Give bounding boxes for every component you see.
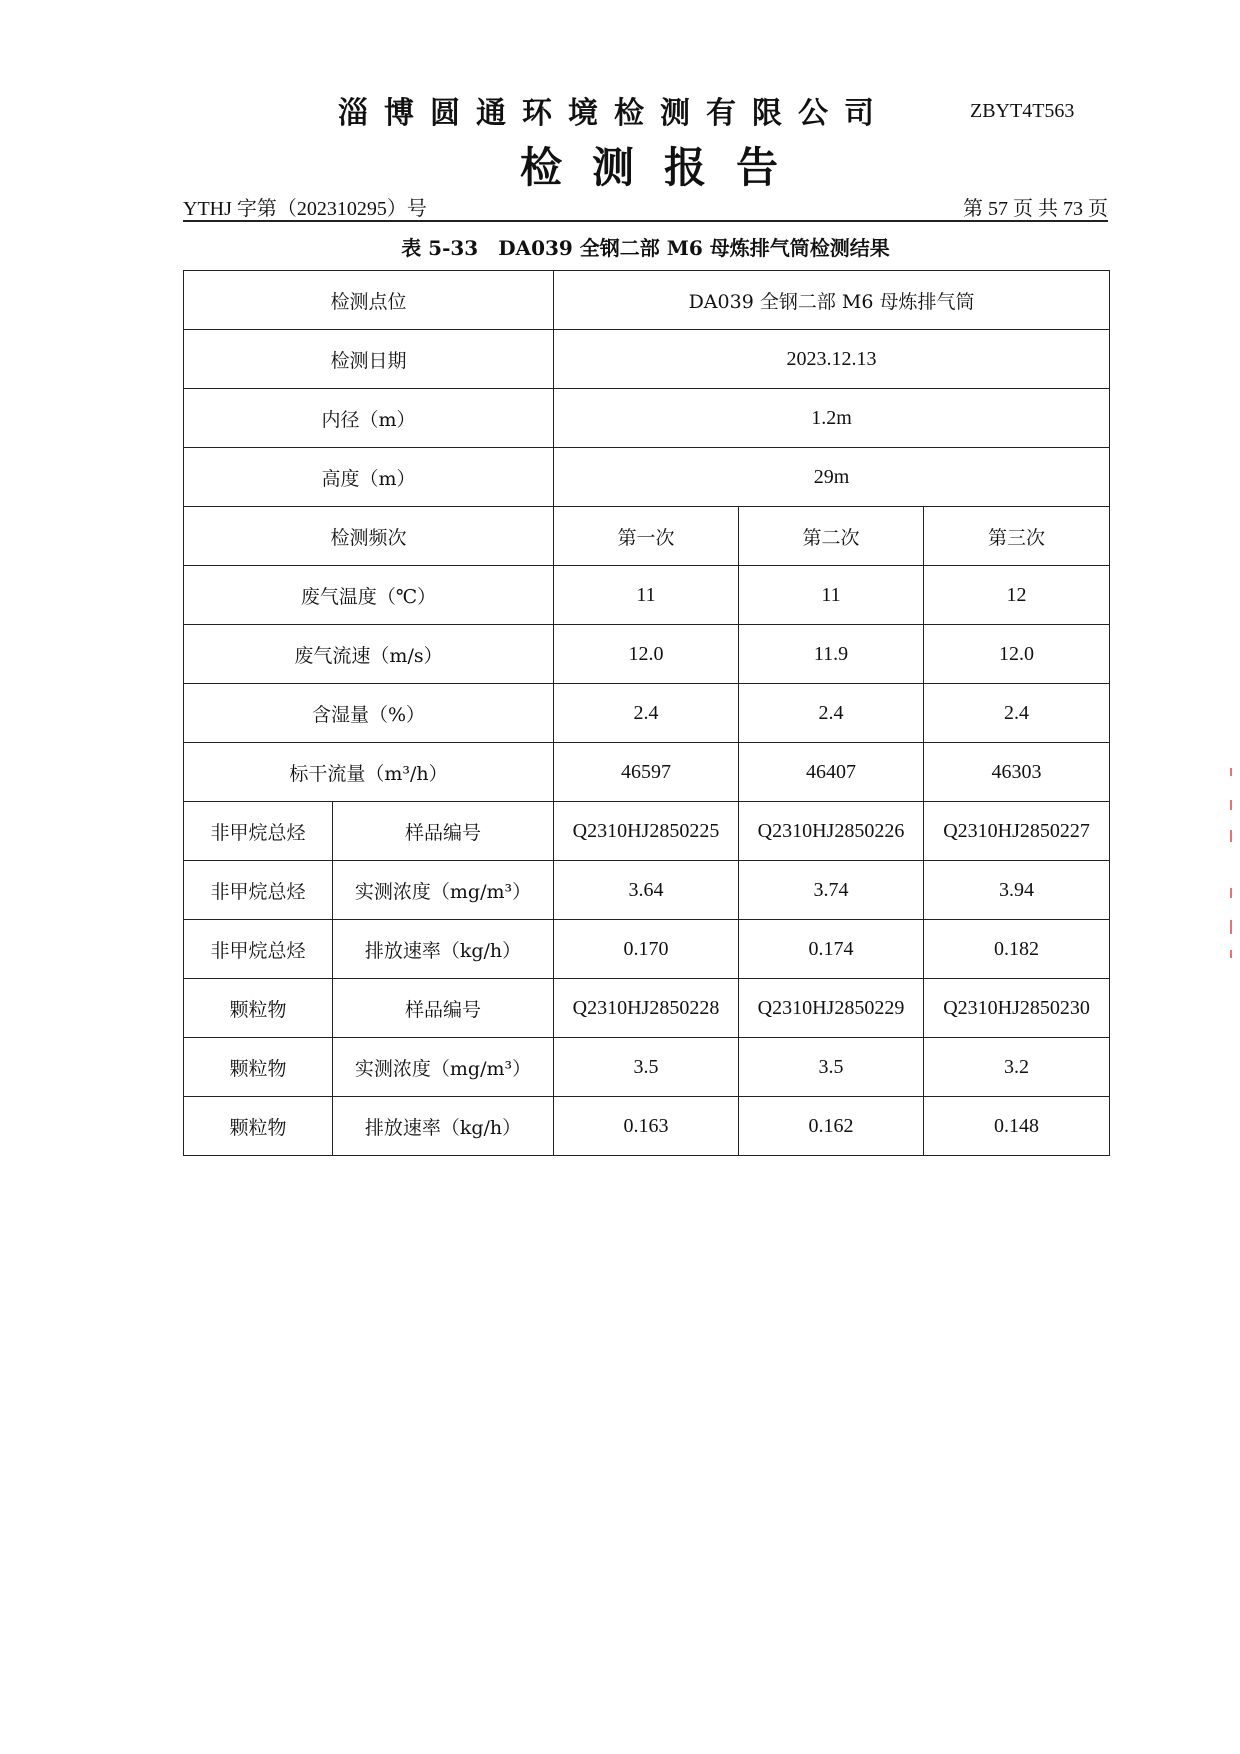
page-info: 第 57 页 共 73 页 — [963, 198, 1108, 220]
frequency-third: 第三次 — [924, 507, 1110, 566]
seal-edge-mark — [1230, 888, 1232, 898]
report-title: 检测报告 — [520, 143, 809, 192]
table-row — [184, 979, 1110, 1038]
height-label: 高度（m） — [184, 448, 554, 507]
param-label: 废气温度（℃） — [184, 566, 554, 625]
pollutant-value: Q2310HJ2850226 — [739, 802, 924, 861]
pollutant-item: 样品编号 — [333, 802, 554, 861]
table-row — [184, 389, 1110, 448]
pollutant-value: 0.148 — [924, 1097, 1110, 1156]
table-row — [184, 684, 1110, 743]
frequency-second: 第二次 — [739, 507, 924, 566]
frequency-label: 检测频次 — [184, 507, 554, 566]
table-row — [184, 330, 1110, 389]
diameter-label: 内径（m） — [184, 389, 554, 448]
table-caption: 表 5-33 DA039 全钢二部 M6 母炼排气筒检测结果 — [401, 236, 890, 260]
param-label: 标干流量（m³/h） — [184, 743, 554, 802]
table-row — [184, 448, 1110, 507]
pollutant-name: 非甲烷总烃 — [184, 861, 333, 920]
pollutant-value: Q2310HJ2850225 — [554, 802, 739, 861]
param-value: 12.0 — [554, 625, 739, 684]
pollutant-value: 3.2 — [924, 1038, 1110, 1097]
params-body — [184, 566, 1110, 802]
table-row — [184, 625, 1110, 684]
seal-edge-mark — [1230, 768, 1232, 776]
pollutant-value: 3.5 — [739, 1038, 924, 1097]
pollutant-value: Q2310HJ2850230 — [924, 979, 1110, 1038]
company-name: 淄博圆通环境检测有限公司 — [338, 96, 890, 131]
table-row — [184, 743, 1110, 802]
pollutant-value: 0.174 — [739, 920, 924, 979]
table-row — [184, 566, 1110, 625]
pollutant-value: Q2310HJ2850227 — [924, 802, 1110, 861]
height-value: 29m — [554, 448, 1110, 507]
pollutant-name: 颗粒物 — [184, 1038, 333, 1097]
param-value: 11.9 — [739, 625, 924, 684]
param-label: 含湿量（%） — [184, 684, 554, 743]
param-value: 12 — [924, 566, 1110, 625]
pollutant-item: 实测浓度（mg/m³） — [333, 1038, 554, 1097]
pollutants-body — [184, 802, 1110, 1156]
table-row — [184, 861, 1110, 920]
date-value: 2023.12.13 — [554, 330, 1110, 389]
seal-edge-mark — [1230, 920, 1232, 934]
param-value: 46303 — [924, 743, 1110, 802]
document-code: ZBYT4T563 — [970, 100, 1075, 122]
param-value: 11 — [554, 566, 739, 625]
pollutant-value: 3.64 — [554, 861, 739, 920]
header-rule — [183, 220, 1108, 222]
seal-edge-mark — [1230, 950, 1232, 958]
pollutant-name: 颗粒物 — [184, 979, 333, 1038]
param-label: 废气流速（m/s） — [184, 625, 554, 684]
table-row — [184, 1097, 1110, 1156]
pollutant-value: 3.94 — [924, 861, 1110, 920]
pollutant-item: 样品编号 — [333, 979, 554, 1038]
pollutant-name: 非甲烷总烃 — [184, 920, 333, 979]
param-value: 2.4 — [739, 684, 924, 743]
pollutant-item: 实测浓度（mg/m³） — [333, 861, 554, 920]
results-table — [183, 270, 1110, 1156]
frequency-first: 第一次 — [554, 507, 739, 566]
pollutant-value: 0.163 — [554, 1097, 739, 1156]
param-value: 46597 — [554, 743, 739, 802]
table-row — [184, 920, 1110, 979]
table-row — [184, 507, 1110, 566]
pollutant-value: 0.162 — [739, 1097, 924, 1156]
param-value: 2.4 — [924, 684, 1110, 743]
pollutant-value: Q2310HJ2850228 — [554, 979, 739, 1038]
report-subline — [183, 192, 1108, 221]
diameter-value: 1.2m — [554, 389, 1110, 448]
table-row — [184, 1038, 1110, 1097]
seal-edge-mark — [1230, 800, 1232, 810]
param-value: 11 — [739, 566, 924, 625]
pollutant-value: 3.74 — [739, 861, 924, 920]
report-number: YTHJ 字第（202310295）号 — [183, 198, 427, 220]
pollutant-value: Q2310HJ2850229 — [739, 979, 924, 1038]
pollutant-name: 非甲烷总烃 — [184, 802, 333, 861]
seal-edge-mark — [1230, 830, 1232, 842]
param-value: 2.4 — [554, 684, 739, 743]
param-value: 12.0 — [924, 625, 1110, 684]
param-value: 46407 — [739, 743, 924, 802]
date-label: 检测日期 — [184, 330, 554, 389]
table-row — [184, 271, 1110, 330]
location-value: DA039 全钢二部 M6 母炼排气筒 — [554, 271, 1110, 330]
pollutant-name: 颗粒物 — [184, 1097, 333, 1156]
location-label: 检测点位 — [184, 271, 554, 330]
pollutant-value: 0.170 — [554, 920, 739, 979]
pollutant-value: 3.5 — [554, 1038, 739, 1097]
pollutant-item: 排放速率（kg/h） — [333, 1097, 554, 1156]
pollutant-value: 0.182 — [924, 920, 1110, 979]
table-row — [184, 802, 1110, 861]
pollutant-item: 排放速率（kg/h） — [333, 920, 554, 979]
